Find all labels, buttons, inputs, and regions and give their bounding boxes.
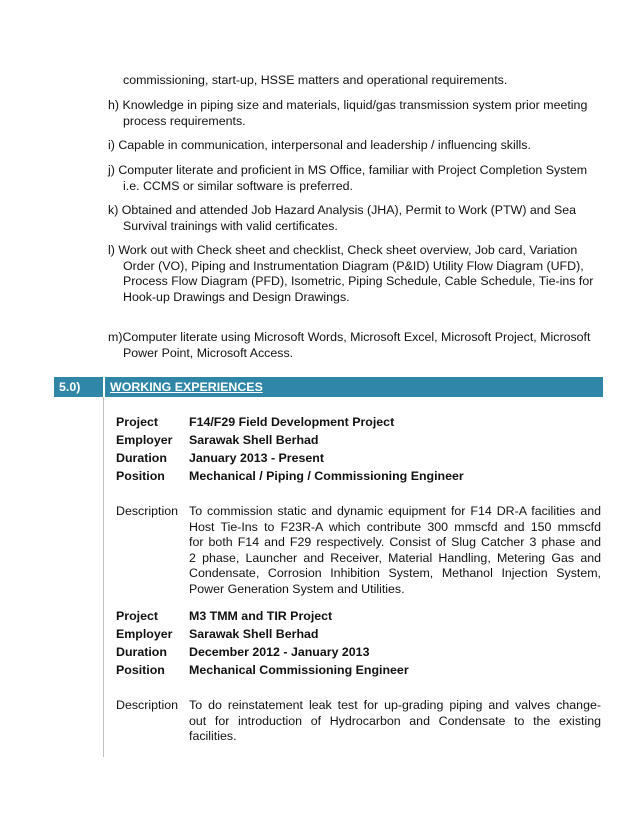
duration-value: December 2012 - January 2013 xyxy=(189,645,370,659)
text-line: Hook-up Drawings and Design Drawings. xyxy=(123,289,350,304)
description-line: out for introduction of Hydrocarbon and Condensate to the existing xyxy=(189,713,601,728)
description-line: Condensate, Corrosion Inhibition System, Methanol Injection System, xyxy=(189,566,601,581)
text-line: Power Point, Microsoft Access. xyxy=(123,345,294,360)
section-number: 5.0) xyxy=(59,380,81,394)
employer-label: Employer xyxy=(116,433,173,447)
project-value: M3 TMM and TIR Project xyxy=(189,609,333,623)
employer-value: Sarawak Shell Berhad xyxy=(189,433,319,447)
duration-label: Duration xyxy=(116,645,167,659)
skill-item-k xyxy=(108,203,601,234)
skill-item-l xyxy=(108,243,601,305)
job-2-description-label: Description xyxy=(116,698,178,712)
skill-item-j xyxy=(108,163,601,194)
position-label: Position xyxy=(116,469,165,483)
skill-item-m xyxy=(108,330,601,361)
employer-value: Sarawak Shell Berhad xyxy=(189,627,319,641)
description-line: 2 phase, Launcher and Receiver, Material Handling, Metering Gas and xyxy=(189,550,601,565)
text-line: l) Work out with Check sheet and checklist, Check sheet overview, Job card, Variation xyxy=(108,243,578,257)
project-label: Project xyxy=(116,609,159,623)
project-label: Project xyxy=(116,415,159,429)
text-line: Survival trainings with valid certificates. xyxy=(123,218,338,233)
duration-label: Duration xyxy=(116,451,167,465)
skill-item-h xyxy=(108,98,601,129)
text-line: k) Obtained and attended Job Hazard Analysis (JHA), Permit to Work (PTW) and Sea xyxy=(108,203,577,217)
description-line: Host Tie-Ins to F23R-A which contribute 300 mmscfd and 150 mmscfd xyxy=(189,519,601,534)
job-1-description xyxy=(189,504,601,598)
position-value: Mechanical Commissioning Engineer xyxy=(189,663,409,677)
text-line: j) Computer literate and proficient in MS Office, familiar with Project Completion System xyxy=(108,163,588,177)
employer-label: Employer xyxy=(116,627,173,641)
position-label: Position xyxy=(116,663,165,677)
text-line: h) Knowledge in piping size and materials, liquid/gas transmission system prior meeting xyxy=(108,98,588,112)
text-line: commissioning, start-up, HSSE matters and operational requirements. xyxy=(123,73,508,87)
job-1-description-label: Description xyxy=(116,504,178,518)
description-line: To commission static and dynamic equipment for F14 DR-A facilities and xyxy=(189,504,601,518)
text-line: Process Flow Diagram (PFD), Isometric, Piping Schedule, Cable Schedule, Tie-ins for xyxy=(123,274,594,289)
section-divider xyxy=(103,377,105,397)
skill-item-continued xyxy=(108,73,601,89)
text-line: i) Capable in communication, interpersonal and leadership / influencing skills. xyxy=(108,138,531,152)
text-line: i.e. CCMS or similar software is preferred. xyxy=(123,178,353,193)
section-title: WORKING EXPERIENCES xyxy=(110,380,263,394)
job-2-description xyxy=(189,698,601,745)
column-divider xyxy=(103,397,104,757)
project-value: F14/F29 Field Development Project xyxy=(189,415,395,429)
position-value: Mechanical / Piping / Commissioning Engineer xyxy=(189,469,464,483)
skill-item-i xyxy=(108,138,601,154)
text-line: m)Computer literate using Microsoft Words, Microsoft Excel, Microsoft Project, Microsoft xyxy=(108,330,591,344)
description-line: facilities. xyxy=(189,729,237,744)
text-line: process requirements. xyxy=(123,113,246,128)
description-line: To do reinstatement leak test for up-grading piping and valves change- xyxy=(189,698,601,712)
duration-value: January 2013 - Present xyxy=(189,451,324,465)
text-line: Order (VO), Piping and Instrumentation Diagram (P&ID) Utility Flow Diagram (UFD), xyxy=(123,258,584,273)
description-line: Power Generation System and Utilities. xyxy=(189,581,405,596)
description-line: for both F14 and F29 respectively. Consist of Slug Catcher 3 phase and xyxy=(189,535,601,550)
